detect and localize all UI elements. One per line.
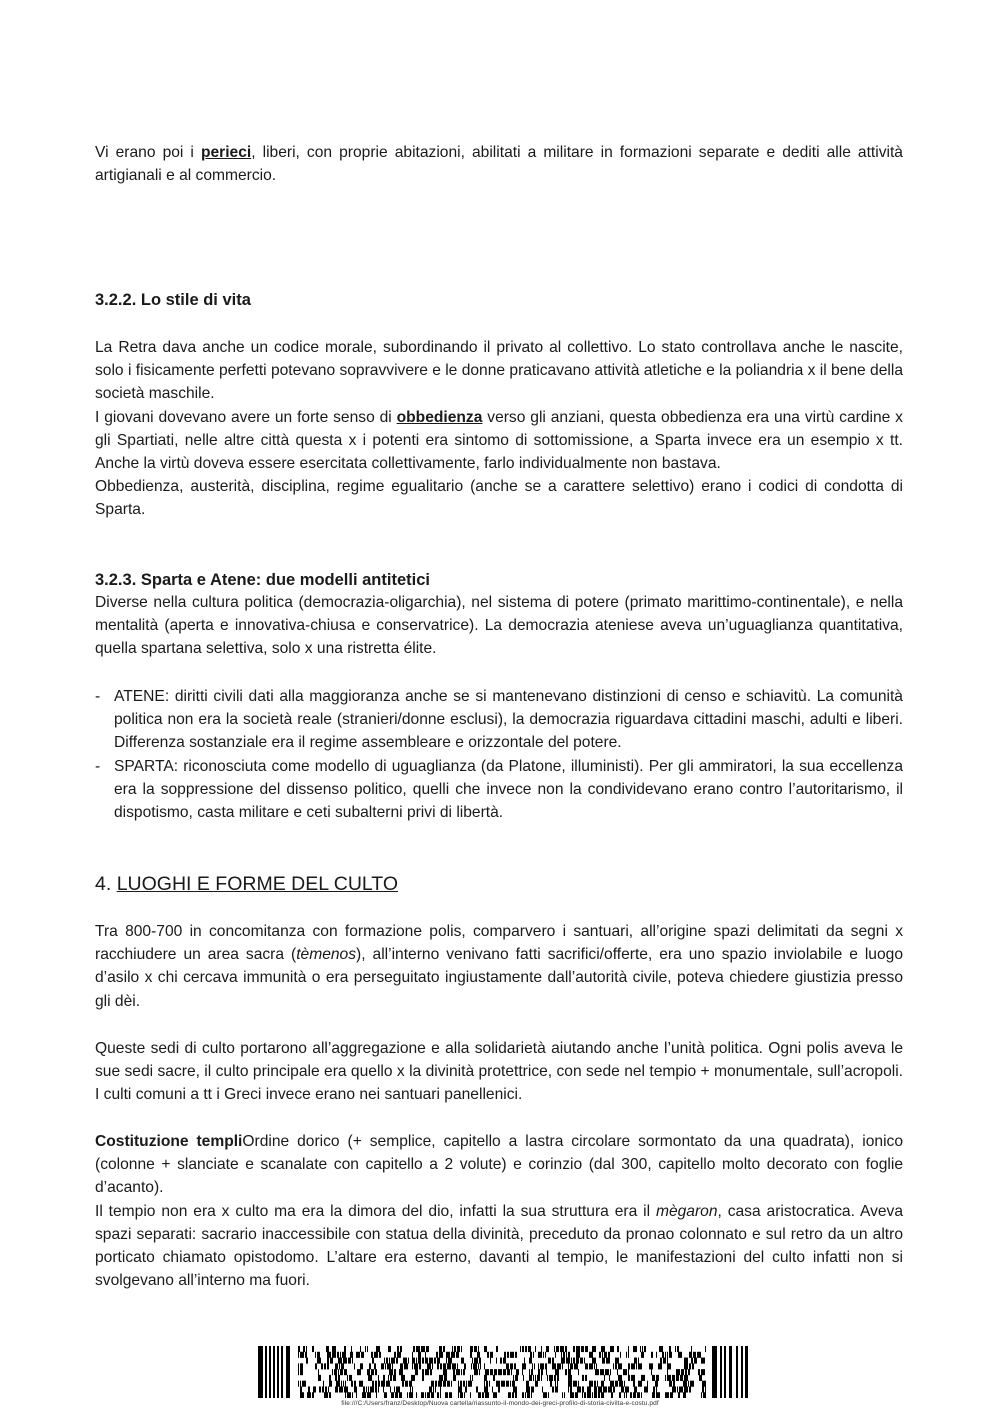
text: I giovani dovevano avere un forte senso di bbox=[95, 408, 397, 426]
barcode bbox=[258, 1346, 748, 1398]
list-item-atene bbox=[95, 685, 903, 755]
chapter-heading bbox=[95, 871, 903, 897]
section-4-para-2 bbox=[95, 1037, 903, 1107]
footer-file-path: file:///C:/Users/franz/Desktop/Nuova cartella/riassunto-il-mondo-dei-greci-profilo-di-storia-civilta-e-costu.pdf bbox=[341, 1400, 659, 1407]
dash-bullet: - bbox=[95, 757, 101, 775]
term-costituzione-templi: Costituzione templi bbox=[95, 1133, 243, 1150]
paragraph: La Retra dava anche un codice morale, subordinando il privato al collettivo. Lo stato controllava anche le nascite, solo i fisicamente perfetti potevano sopravvivere e le donne praticavano attività atletiche e la poliandria x il bene della società maschile. bbox=[95, 339, 903, 403]
section-heading: 3.2.3. Sparta e Atene: due modelli antitetici bbox=[95, 571, 430, 589]
term-temenos: tèmenos bbox=[296, 946, 357, 964]
section-3-2-3 bbox=[95, 569, 903, 661]
paragraph: Obbedienza, austerità, disciplina, regime egualitario (anche se a carattere selettivo) erano i codici di condotta di Sparta. bbox=[95, 478, 903, 519]
term-perieci: perieci bbox=[200, 144, 252, 161]
chapter-number: 4. bbox=[95, 873, 117, 895]
section-4 bbox=[95, 871, 903, 897]
section-3-2-2 bbox=[95, 289, 903, 311]
paragraph-perieci bbox=[95, 141, 903, 187]
chapter-title: LUOGHI E FORME DEL CULTO bbox=[116, 873, 399, 895]
section-4-para-1 bbox=[95, 920, 903, 1013]
text: verso gli anziani, questa obbedienza era una virtù cardine x gli Spartiati, nelle altre città questa x i potenti era sintomo di sottomissione, a Sparta invece era un esempio x tt. Anche la virtù doveva essere esercitata collettivamente, farlo individualmente non bastava. bbox=[95, 408, 903, 473]
text: Tra 800-700 in concomitanza con formazione polis, comparvero i santuari, all’origine spazi delimitati da segni x racchiudere un area sacra ( bbox=[95, 923, 903, 964]
section-4-para-3 bbox=[95, 1130, 903, 1292]
list-item-text: SPARTA: riconosciuta come modello di uguaglianza (da Platone, illuministi). Per gli ammiratori, la sua eccellenza era la soppressione del dissenso politico, quelli che invece non la condividevano erano contro l’autoritarismo, il dispotismo, casta militare e ceti subalterni privi di libertà. bbox=[114, 757, 903, 822]
list-item-sparta bbox=[95, 755, 903, 825]
paragraph bbox=[95, 406, 903, 476]
paragraph: Diverse nella cultura politica (democrazia-oligarchia), nel sistema di potere (primato marittimo-continentale), e nella mentalità (aperta e innovativa-chiusa e conservatrice). La democrazia ateniese aveva un’uguaglianza quantitativa, quella spartana selettiva, solo x una ristretta élite. bbox=[95, 594, 903, 658]
text: Il tempio non era x culto ma era la dimora del dio, infatti la sua struttura era il bbox=[95, 1202, 656, 1220]
comparison-list bbox=[95, 685, 903, 824]
text: Ordine dorico (+ semplice, capitello a lastra circolare sormontato da una quadrata), ionico (colonne + slanciate e scanalate con capitello a 2 volute) e corinzio (dal 300, capitello molto decorato con foglie d’acanto). bbox=[95, 1133, 903, 1197]
text: Vi erano poi i bbox=[95, 144, 201, 161]
text: , liberi, con proprie abitazioni, abilitati a militare in formazioni separate e dediti alle attività artigianali e al commercio. bbox=[95, 144, 903, 185]
section-3-2-2-body bbox=[95, 336, 903, 522]
paragraph: Queste sedi di culto portarono all’aggregazione e alla solidarietà aiutando anche l’unità politica. Ogni polis aveva le sue sedi sacre, il culto principale era quello x la divinità protettrice, con sede nel tempio + monumentale, sull’acropoli. I culti comuni a tt i Greci invece erano nei santuari panellenici. bbox=[95, 1040, 903, 1104]
term-obbedienza: obbedienza bbox=[396, 408, 483, 426]
dash-bullet: - bbox=[95, 688, 101, 705]
text: , casa aristocratica. Aveva spazi separati: sacrario inaccessibile con statua della divinità, preceduto da pronao colonnato e sul retro da un altro porticato chiamato opistodomo. L’altare era esterno, davanti al tempio, le manifestazioni del culto infatti non si svolgevano all’interno ma fuori. bbox=[95, 1202, 904, 1290]
text: ), all’interno venivano fatti sacrifici/offerte, era uno spazio inviolabile e luogo d’asilo x chi cercava immunità o era perseguitato ingiustamente dall’autorità civile, poteva chiedere giustizia presso gli dèi. bbox=[95, 946, 903, 1010]
section-heading: 3.2.2. Lo stile di vita bbox=[95, 291, 251, 309]
list-item-text: ATENE: diritti civili dati alla maggioranza anche se si mantenevano distinzioni di censo e schiavitù. La comunità politica non era la società reale (stranieri/donne esclusi), la democrazia riguardava cittadini maschi, adulti e liberi. Differenza sostanziale era il regime assembleare e orizzontale del potere. bbox=[114, 688, 903, 752]
term-megaron: mègaron bbox=[655, 1202, 718, 1220]
